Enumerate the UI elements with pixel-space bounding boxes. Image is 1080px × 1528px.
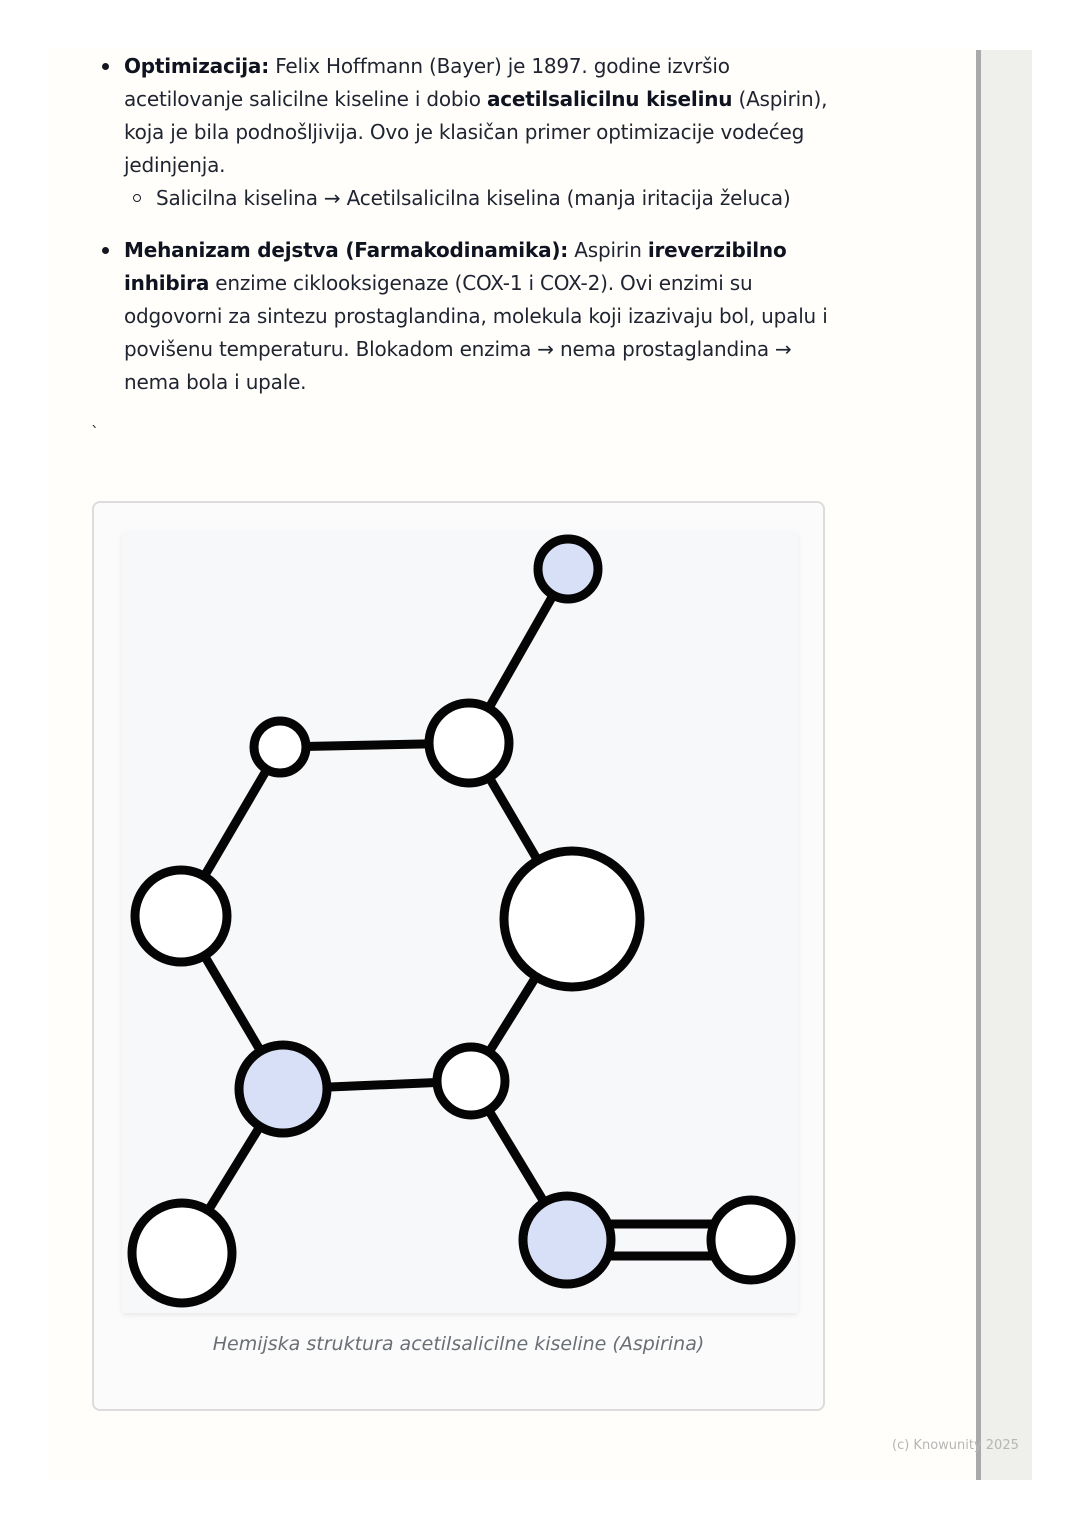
atom — [437, 1047, 505, 1115]
atom — [538, 539, 598, 599]
atom — [429, 703, 509, 783]
atom — [504, 851, 640, 987]
figure-caption: Hemijska struktura acetilsalicilne kiseline (Aspirina) — [212, 1333, 705, 1355]
bullet-text: Aspirin — [568, 238, 648, 262]
atom — [132, 1203, 232, 1303]
bullet-mehanizam — [98, 234, 838, 399]
atom — [523, 1196, 611, 1284]
atom — [239, 1045, 327, 1133]
stray-backtick: ` — [91, 423, 99, 442]
bullet-text: enzime ciklooksigenaze (COX-1 i COX-2). Ovi enzimi su odgovorni za sintezu prostaglandina, molekula koji izazivaju bol, upalu i povišenu temperaturu. Blokadom enzima → nema prostaglandina → nema bola i upale. — [124, 271, 828, 394]
figure-card — [92, 501, 825, 1411]
sub-list — [124, 182, 838, 215]
bullet-text: Felix Hoffmann (Bayer) je 1897. godine izvršio acetilovanje salicilne kiseline i dobio — [124, 54, 730, 111]
molecule-figure — [122, 531, 798, 1313]
molecule-diagram — [122, 531, 798, 1313]
bullet-bold-term: acetilsalicilnu kiselinu — [486, 87, 733, 111]
copyright-text: (c) Knowunity 2025 — [892, 1438, 1019, 1453]
atom — [135, 870, 227, 962]
bullet-list — [98, 50, 838, 399]
bullet-lead: Mehanizam dejstva (Farmakodinamika): — [124, 238, 569, 262]
atom — [711, 1200, 791, 1280]
bullet-bold-term: ireverzibilno inhibira — [124, 238, 787, 295]
bullet-lead: Optimizacija: — [124, 54, 270, 78]
scrollbar-track[interactable] — [976, 50, 1032, 1480]
atom — [254, 721, 306, 773]
bullet-text: (Aspirin), koja je bila podnošljivija. Ovo je klasičan primer optimizacije vodećeg jedinjenja. — [124, 87, 828, 177]
bullet-optimizacija — [98, 50, 838, 215]
sub-item: Salicilna kiselina → Acetilsalicilna kiselina (manja iritacija želuca) — [124, 182, 838, 215]
